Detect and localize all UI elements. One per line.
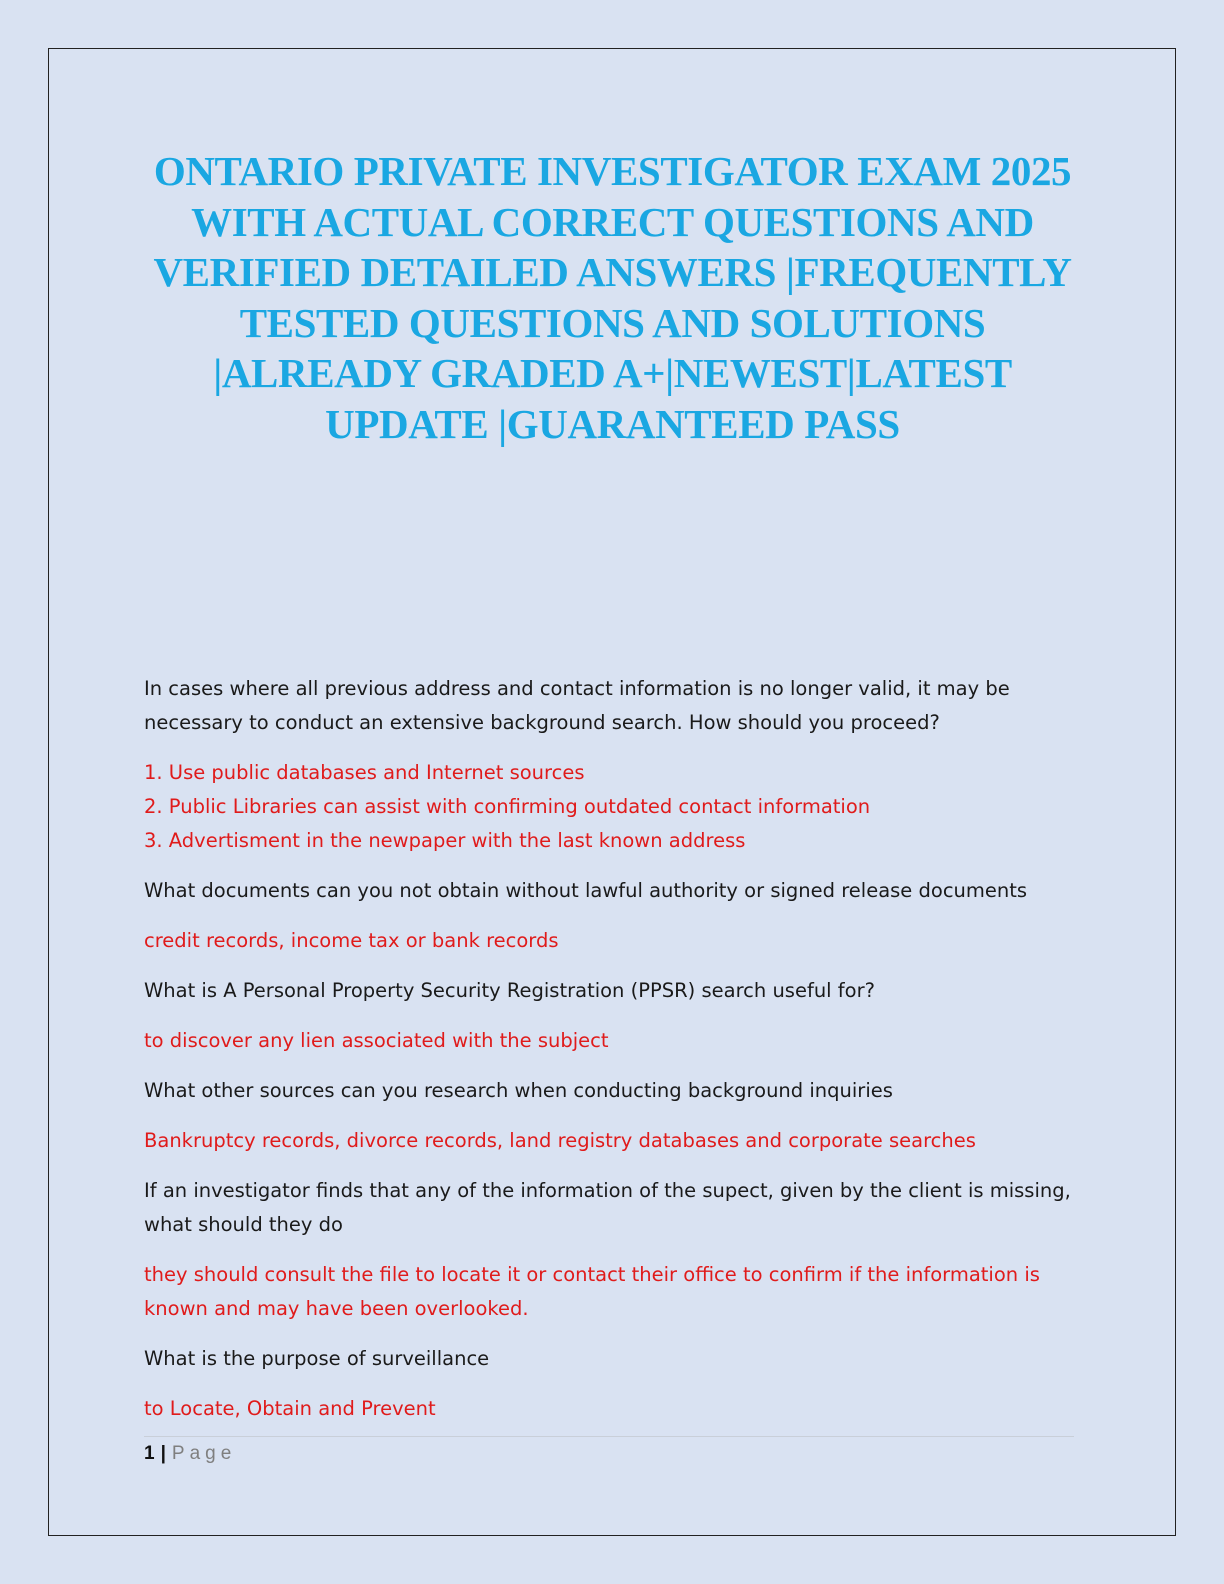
answer-text: they should consult the file to locate it or contact their office to confirm if the information is known and may have been overlooked. (144, 1263, 1040, 1320)
answer-text: Bankruptcy records, divorce records, land registry databases and corporate searches (144, 1129, 976, 1152)
footer-divider (144, 1436, 1074, 1437)
page-footer (144, 1441, 236, 1467)
question-text: What is A Personal Property Security Registration (PPSR) search useful for? (144, 979, 875, 1002)
qa-content (144, 672, 1084, 1442)
question-text: What is the purpose of surveillance (144, 1347, 490, 1370)
page-number: 1 (144, 1443, 155, 1464)
footer-separator: | (160, 1443, 166, 1464)
answer-text: to discover any lien associated with the subject (144, 1029, 609, 1052)
document-title: ONTARIO PRIVATE INVESTIGATOR EXAM 2025 WITH ACTUAL CORRECT QUESTIONS AND VERIFIED DETAILED ANSWERS |FREQUENTLY TESTED QUESTIONS AND SOLUTIONS |ALREADY GRADED A+|NEWEST|LATEST UPDATE |GUARANTEED PASS (153, 148, 1072, 447)
page-label: Page (171, 1443, 237, 1464)
question-text: What documents can you not obtain without lawful authority or signed release documents (144, 879, 1028, 902)
answer-item: 2. Public Libraries can assist with confirming outdated contact information (144, 795, 871, 818)
answer-item: 3. Advertisment in the newpaper with the last known address (144, 829, 746, 852)
question-text: If an investigator finds that any of the information of the supect, given by the client is missing, what should they do (144, 1179, 1071, 1236)
answer-text: to Locate, Obtain and Prevent (144, 1397, 436, 1420)
answer-list (144, 756, 1084, 858)
question-text: In cases where all previous address and contact information is no longer valid, it may be necessary to conduct an extensive background search. How should you proceed? (144, 677, 1010, 734)
answer-item: 1. Use public databases and Internet sources (144, 761, 585, 784)
question-text: What other sources can you research when conducting background inquiries (144, 1079, 893, 1102)
answer-text: credit records, income tax or bank records (144, 929, 559, 952)
